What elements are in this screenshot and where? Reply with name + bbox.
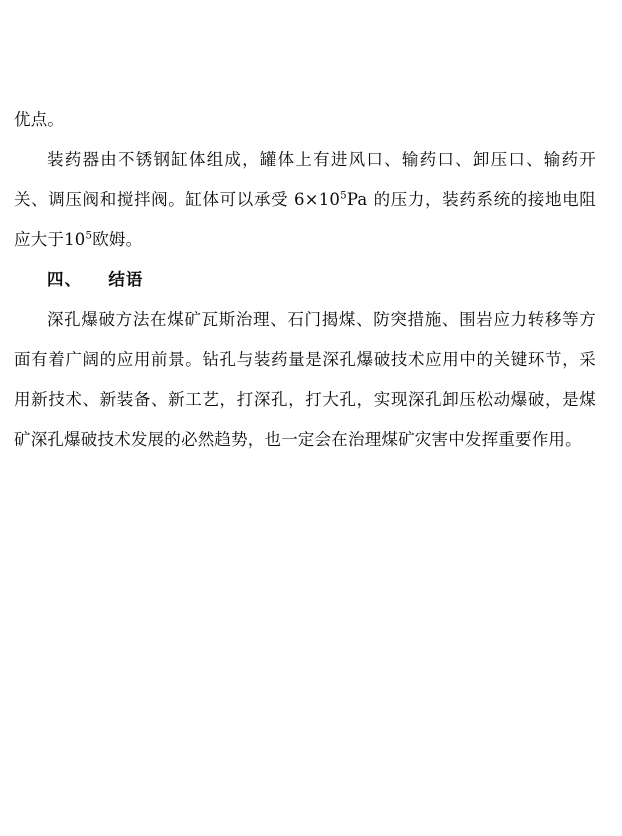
resistance-formula-base: 10 bbox=[64, 230, 86, 249]
section-heading bbox=[14, 260, 596, 300]
charger-text-after: 欧姆。 bbox=[92, 230, 143, 249]
paragraph-advantage bbox=[14, 100, 596, 140]
paragraph-conclusion bbox=[14, 300, 596, 460]
paragraph-conclusion-text: 深孔爆破方法在煤矿瓦斯治理、石门揭煤、防突措施、围岩应力转移等方面有着广阔的应用前景。钻孔与装药量是深孔爆破技术应用中的关键环节，采用新技术、新装备、新工艺，打深孔，打大孔，实现深孔卸压松动爆破，是煤矿深孔爆破技术发展的必然趋势，也一定会在治理煤矿灾害中发挥重要作用。 bbox=[14, 310, 596, 449]
pressure-formula-exponent: 5 bbox=[340, 190, 347, 202]
section-heading-number: 四、 bbox=[47, 270, 82, 289]
resistance-formula bbox=[64, 230, 92, 249]
pressure-formula bbox=[294, 190, 367, 209]
paragraph-charger bbox=[14, 140, 596, 260]
document-body bbox=[14, 100, 596, 460]
charger-text-before: 装药器由不锈钢缸体组成，罐体上有进风口、输药口、卸压口、输药开关、调压阀和搅拌阀。缸体可以承受 bbox=[14, 150, 596, 209]
resistance-formula-exponent: 5 bbox=[85, 230, 93, 242]
pressure-formula-unit: Pa bbox=[346, 190, 368, 209]
pressure-formula-base: 6×10 bbox=[293, 190, 341, 209]
section-heading-title: 结语 bbox=[108, 270, 144, 289]
paragraph-advantage-text: 优点。 bbox=[14, 110, 65, 129]
charger-text-middle: 的压力，装药系统的接地电阻应大于 bbox=[14, 190, 596, 249]
